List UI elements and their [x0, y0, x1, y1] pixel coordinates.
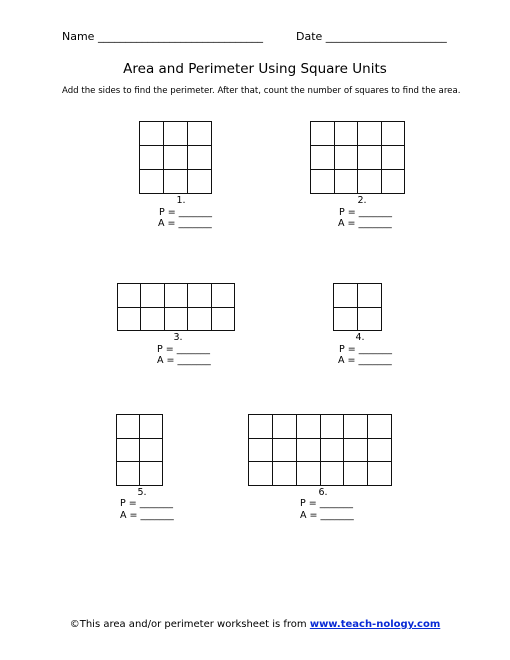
grid-square	[344, 415, 368, 439]
grid-square	[311, 146, 335, 170]
grid-square	[382, 146, 406, 170]
grid-square	[321, 439, 345, 463]
grid-square	[297, 462, 321, 486]
grid-square	[118, 308, 141, 332]
date-label: Date	[296, 30, 323, 43]
grid-square	[140, 170, 164, 194]
grid-square	[335, 122, 359, 146]
grid-square	[140, 122, 164, 146]
grid-square	[164, 146, 188, 170]
grid-square	[212, 308, 235, 332]
grid-square	[188, 284, 211, 308]
grid-square	[358, 170, 382, 194]
square-grid-1	[139, 121, 212, 194]
grid-square	[188, 308, 211, 332]
square-grid-4	[333, 283, 382, 331]
grid-square	[273, 415, 297, 439]
grid-square	[368, 439, 392, 463]
grid-square	[311, 170, 335, 194]
grid-square	[382, 170, 406, 194]
grid-square	[358, 308, 382, 332]
square-grid-3	[117, 283, 235, 331]
grid-square	[321, 462, 345, 486]
square-grid-5	[116, 414, 163, 486]
grid-square	[140, 146, 164, 170]
grid-square	[297, 439, 321, 463]
perimeter-blank-5[interactable]: P = _______	[120, 498, 173, 509]
date-field[interactable]	[296, 30, 447, 43]
grid-square	[344, 439, 368, 463]
date-line: ______________________	[325, 30, 447, 43]
problem-number-5: 5.	[137, 487, 147, 498]
grid-square	[249, 439, 273, 463]
grid-square	[358, 122, 382, 146]
grid-square	[141, 308, 164, 332]
instructions: Add the sides to find the perimeter. After that, count the number of squares to find the area.	[62, 86, 461, 96]
perimeter-blank-4[interactable]: P = _______	[339, 344, 392, 355]
grid-square	[358, 146, 382, 170]
area-blank-3[interactable]: A = _______	[157, 355, 211, 366]
grid-square	[212, 284, 235, 308]
problem-number-3: 3.	[173, 332, 183, 343]
area-blank-6[interactable]: A = _______	[300, 510, 354, 521]
grid-square	[335, 146, 359, 170]
grid-square	[164, 122, 188, 146]
grid-square	[249, 415, 273, 439]
name-line: ______________________________	[97, 30, 263, 43]
perimeter-blank-6[interactable]: P = _______	[300, 498, 353, 509]
grid-square	[117, 439, 140, 463]
grid-square	[273, 439, 297, 463]
area-blank-5[interactable]: A = _______	[120, 510, 174, 521]
grid-square	[321, 415, 345, 439]
area-blank-1[interactable]: A = _______	[158, 218, 212, 229]
area-blank-2[interactable]: A = _______	[338, 218, 392, 229]
grid-square	[249, 462, 273, 486]
perimeter-blank-1[interactable]: P = _______	[159, 207, 212, 218]
footer-credit	[0, 619, 510, 630]
grid-square	[140, 415, 163, 439]
grid-square	[165, 284, 188, 308]
perimeter-blank-2[interactable]: P = _______	[339, 207, 392, 218]
grid-square	[334, 308, 358, 332]
problem-number-1: 1.	[176, 195, 186, 206]
perimeter-blank-3[interactable]: P = _______	[157, 344, 210, 355]
footer-text: ©This area and/or perimeter worksheet is from	[69, 619, 310, 630]
grid-square	[140, 462, 163, 486]
grid-square	[188, 170, 212, 194]
grid-square	[118, 284, 141, 308]
grid-square	[297, 415, 321, 439]
worksheet-title: Area and Perimeter Using Square Units	[123, 61, 387, 77]
grid-square	[273, 462, 297, 486]
grid-square	[164, 170, 188, 194]
grid-square	[165, 308, 188, 332]
problem-number-2: 2.	[357, 195, 367, 206]
area-blank-4[interactable]: A = _______	[338, 355, 392, 366]
grid-square	[382, 122, 406, 146]
square-grid-6	[248, 414, 392, 486]
grid-square	[188, 122, 212, 146]
grid-square	[311, 122, 335, 146]
grid-square	[335, 170, 359, 194]
problem-number-6: 6.	[318, 487, 328, 498]
name-field[interactable]	[62, 30, 263, 43]
grid-square	[368, 415, 392, 439]
grid-square	[141, 284, 164, 308]
grid-square	[334, 284, 358, 308]
grid-square	[140, 439, 163, 463]
grid-square	[188, 146, 212, 170]
footer-link[interactable]: www.teach-nology.com	[309, 619, 441, 630]
grid-square	[344, 462, 368, 486]
name-label: Name	[62, 30, 95, 43]
grid-square	[368, 462, 392, 486]
grid-square	[117, 462, 140, 486]
grid-square	[358, 284, 382, 308]
problem-number-4: 4.	[355, 332, 365, 343]
square-grid-2	[310, 121, 405, 194]
grid-square	[117, 415, 140, 439]
